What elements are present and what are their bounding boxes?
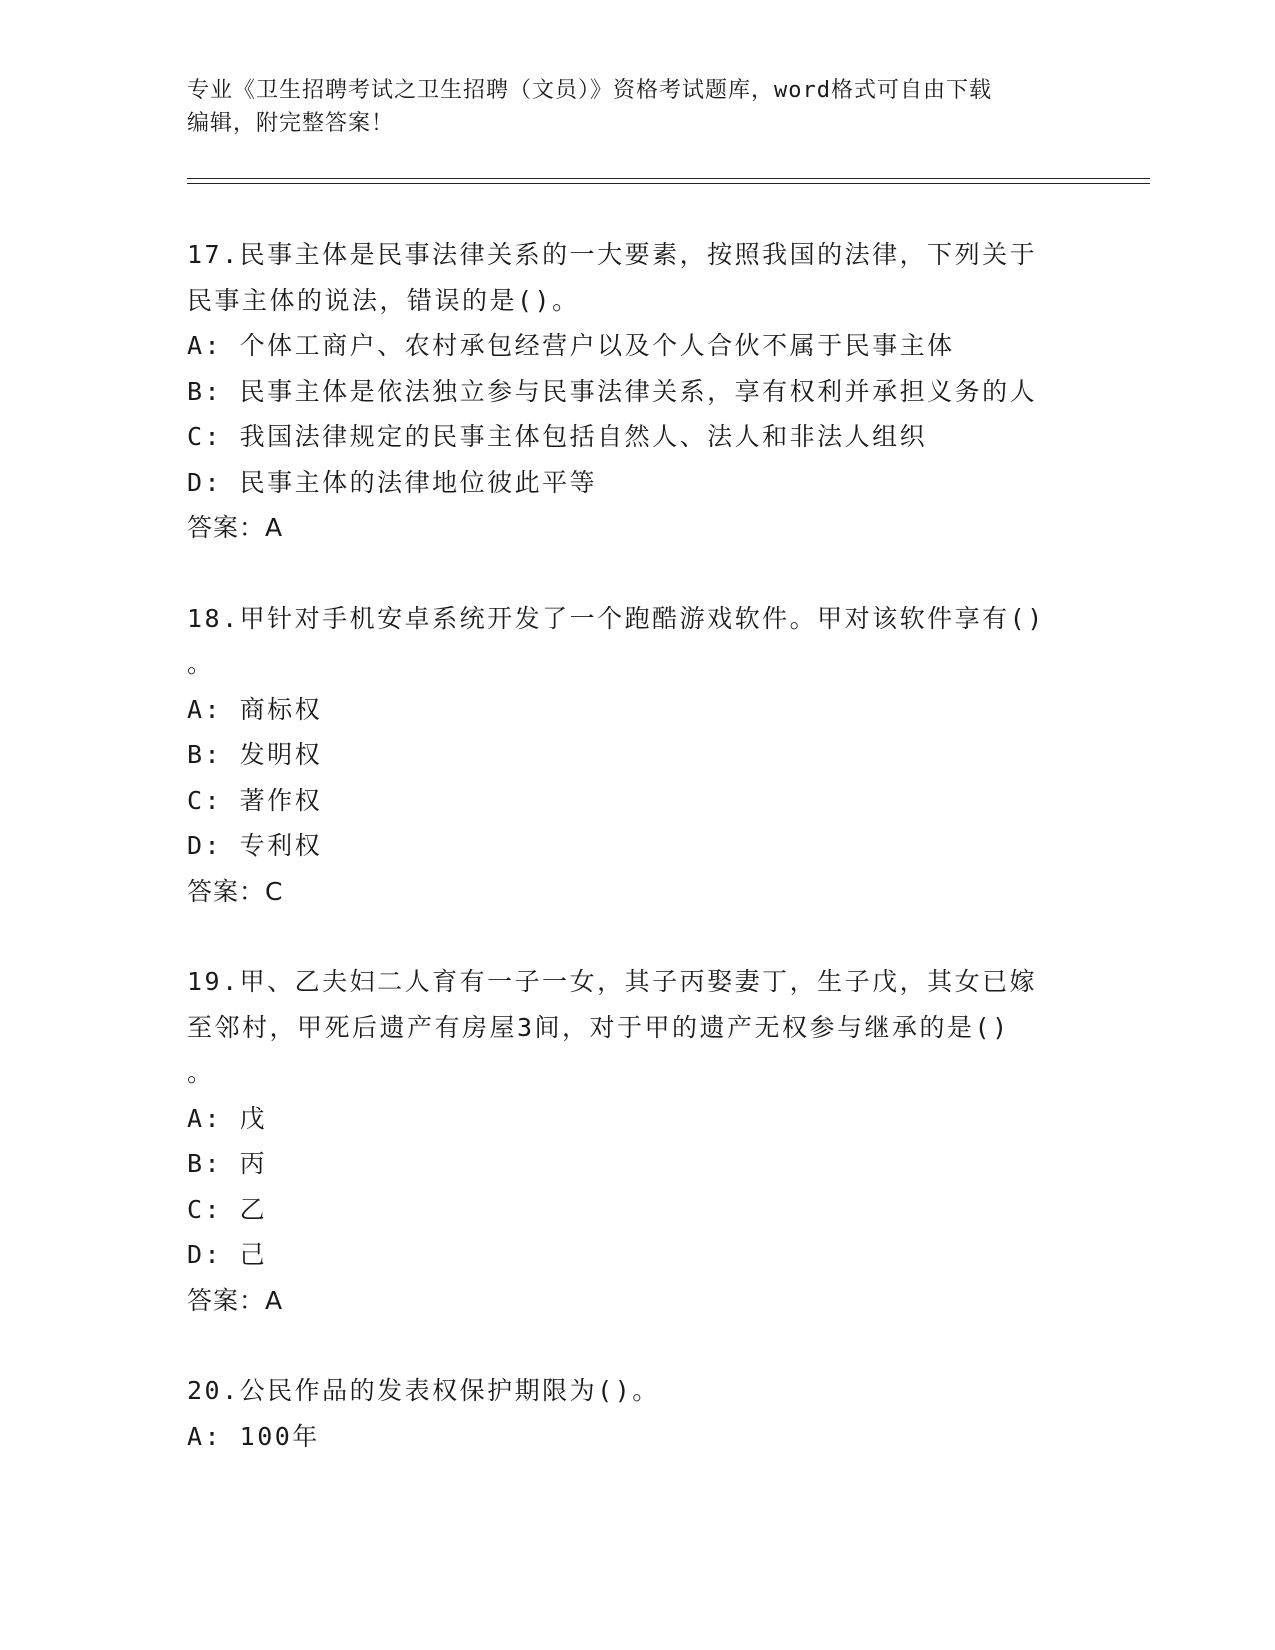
question-18 bbox=[187, 596, 1087, 915]
option-b: B: 丙 bbox=[187, 1149, 268, 1178]
header-divider-bottom bbox=[187, 183, 1150, 184]
question-gap bbox=[187, 551, 1087, 596]
option-a: A: 商标权 bbox=[187, 694, 323, 724]
option-a: A: 戊 bbox=[187, 1103, 268, 1133]
question-text-line: 民事主体的说法，错误的是()。 bbox=[187, 285, 580, 315]
document-header bbox=[187, 74, 1087, 140]
option-c: C: 著作权 bbox=[187, 785, 323, 815]
question-20 bbox=[187, 1368, 1087, 1459]
question-gap bbox=[187, 914, 1087, 959]
question-text-line: 至邻村，甲死后遗产有房屋3间，对于甲的遗产无权参与继承的是() bbox=[187, 1012, 1010, 1042]
question-text-line: 20.公民作品的发表权保护期限为()。 bbox=[187, 1376, 660, 1405]
question-gap bbox=[187, 1323, 1087, 1368]
header-line-1: 专业《卫生招聘考试之卫生招聘（文员）》资格考试题库，word格式可自由下载 bbox=[187, 78, 992, 103]
option-d: D: 己 bbox=[187, 1240, 268, 1269]
option-d: D: 民事主体的法律地位彼此平等 bbox=[187, 467, 598, 497]
header-divider-top bbox=[187, 178, 1150, 179]
question-text-line: 。 bbox=[187, 1058, 215, 1087]
option-c: C: 我国法律规定的民事主体包括自然人、法人和非法人组织 bbox=[187, 422, 928, 451]
question-text-line: 18.甲针对手机安卓系统开发了一个跑酷游戏软件。甲对该软件享有() bbox=[187, 603, 1045, 633]
question-text-line: 19.甲、乙夫妇二人育有一子一女，其子丙娶妻丁，生子戊，其女已嫁 bbox=[187, 967, 1038, 996]
option-c: C: 乙 bbox=[187, 1194, 268, 1224]
option-a: A: 个体工商户、农村承包经营户以及个人合伙不属于民事主体 bbox=[187, 331, 955, 360]
header-line-2: 编辑，附完整答案！ bbox=[187, 111, 395, 136]
answer: 答案：C bbox=[187, 876, 284, 906]
option-a: A: 100年 bbox=[187, 1421, 320, 1451]
question-17 bbox=[187, 232, 1087, 551]
question-19 bbox=[187, 959, 1087, 1323]
answer: 答案：A bbox=[187, 1285, 284, 1315]
answer: 答案：A bbox=[187, 513, 284, 542]
question-text-line: 。 bbox=[187, 649, 215, 678]
option-d: D: 专利权 bbox=[187, 831, 323, 860]
question-text-line: 17.民事主体是民事法律关系的一大要素，按照我国的法律，下列关于 bbox=[187, 240, 1038, 269]
question-list bbox=[187, 232, 1087, 1459]
option-b: B: 发明权 bbox=[187, 740, 323, 769]
option-b: B: 民事主体是依法独立参与民事法律关系，享有权利并承担义务的人 bbox=[187, 376, 1038, 406]
